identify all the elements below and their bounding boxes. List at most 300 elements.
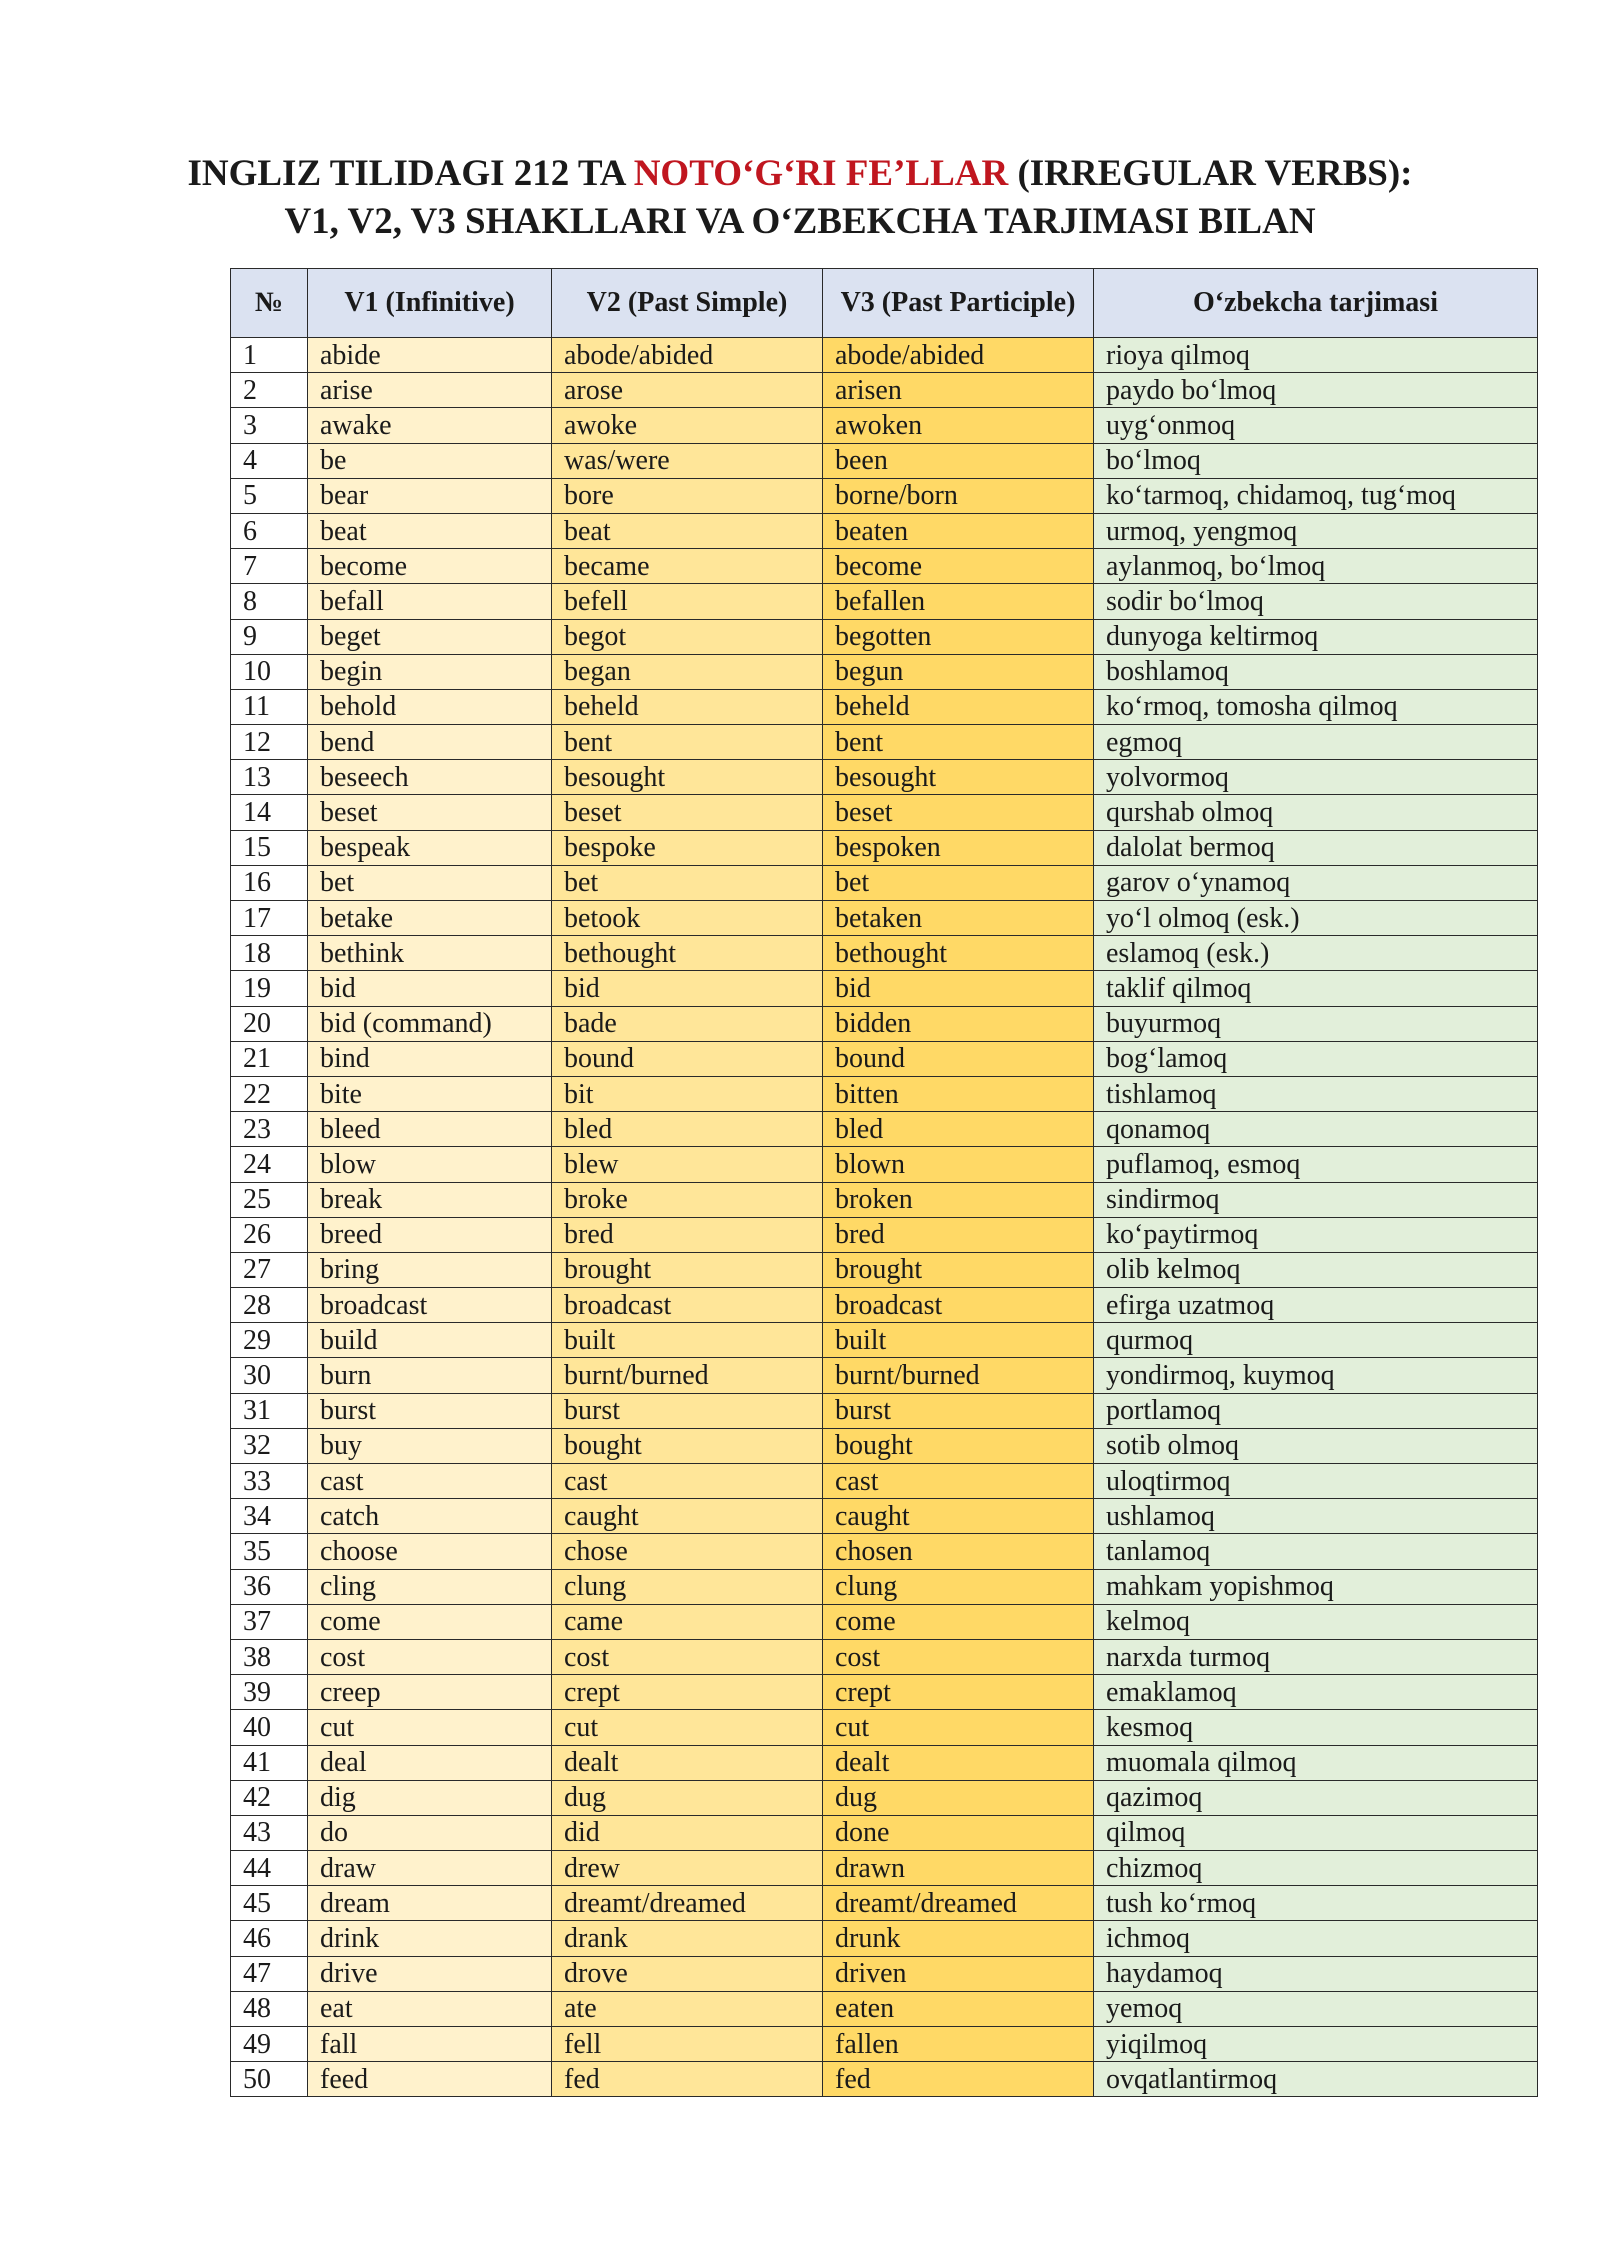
cell-v3: caught bbox=[823, 1499, 1094, 1534]
table-row bbox=[231, 936, 1538, 971]
cell-v3: borne/born bbox=[823, 478, 1094, 513]
cell-number: 4 bbox=[231, 443, 308, 478]
cell-number: 50 bbox=[231, 2062, 308, 2097]
cell-v1: dig bbox=[308, 1780, 552, 1815]
cell-v1: cut bbox=[308, 1710, 552, 1745]
cell-v2: betook bbox=[552, 901, 823, 936]
cell-v1: burn bbox=[308, 1358, 552, 1393]
cell-uzbek: efirga uzatmoq bbox=[1094, 1288, 1538, 1323]
cell-uzbek: qilmoq bbox=[1094, 1815, 1538, 1850]
cell-v1: begin bbox=[308, 654, 552, 689]
cell-uzbek: yo‘l olmoq (esk.) bbox=[1094, 901, 1538, 936]
cell-v3: burnt/burned bbox=[823, 1358, 1094, 1393]
cell-number: 30 bbox=[231, 1358, 308, 1393]
cell-number: 49 bbox=[231, 2027, 308, 2062]
cell-uzbek: yolvormoq bbox=[1094, 760, 1538, 795]
cell-number: 12 bbox=[231, 725, 308, 760]
cell-number: 34 bbox=[231, 1499, 308, 1534]
cell-uzbek: haydamoq bbox=[1094, 1956, 1538, 1991]
cell-v3: begun bbox=[823, 654, 1094, 689]
cell-v2: bit bbox=[552, 1076, 823, 1111]
cell-v3: bent bbox=[823, 725, 1094, 760]
cell-v1: beat bbox=[308, 513, 552, 548]
cell-uzbek: yondirmoq, kuymoq bbox=[1094, 1358, 1538, 1393]
cell-v1: become bbox=[308, 549, 552, 584]
table-row bbox=[231, 1780, 1538, 1815]
cell-number: 3 bbox=[231, 408, 308, 443]
cell-uzbek: eslamoq (esk.) bbox=[1094, 936, 1538, 971]
cell-uzbek: urmoq, yengmoq bbox=[1094, 513, 1538, 548]
cell-uzbek: sindirmoq bbox=[1094, 1182, 1538, 1217]
table-row bbox=[231, 1428, 1538, 1463]
cell-v2: did bbox=[552, 1815, 823, 1850]
cell-v2: came bbox=[552, 1604, 823, 1639]
cell-uzbek: tishlamoq bbox=[1094, 1076, 1538, 1111]
cell-v2: drove bbox=[552, 1956, 823, 1991]
cell-v2: blew bbox=[552, 1147, 823, 1182]
cell-uzbek: ichmoq bbox=[1094, 1921, 1538, 1956]
table-row bbox=[231, 584, 1538, 619]
cell-number: 45 bbox=[231, 1886, 308, 1921]
cell-uzbek: kelmoq bbox=[1094, 1604, 1538, 1639]
cell-number: 31 bbox=[231, 1393, 308, 1428]
cell-v3: cost bbox=[823, 1639, 1094, 1674]
cell-v3: arisen bbox=[823, 373, 1094, 408]
cell-v1: beget bbox=[308, 619, 552, 654]
cell-v1: drink bbox=[308, 1921, 552, 1956]
cell-v1: bear bbox=[308, 478, 552, 513]
cell-uzbek: buyurmoq bbox=[1094, 1006, 1538, 1041]
cell-v2: burnt/burned bbox=[552, 1358, 823, 1393]
table-row bbox=[231, 478, 1538, 513]
cell-number: 2 bbox=[231, 373, 308, 408]
table-row bbox=[231, 760, 1538, 795]
table-row bbox=[231, 725, 1538, 760]
cell-v1: blow bbox=[308, 1147, 552, 1182]
table-row bbox=[231, 1076, 1538, 1111]
table-row bbox=[231, 795, 1538, 830]
table-row bbox=[231, 1886, 1538, 1921]
cell-v3: crept bbox=[823, 1675, 1094, 1710]
table-row bbox=[231, 1147, 1538, 1182]
cell-uzbek: ko‘rmoq, tomosha qilmoq bbox=[1094, 689, 1538, 724]
cell-uzbek: qonamoq bbox=[1094, 1112, 1538, 1147]
cell-v2: bethought bbox=[552, 936, 823, 971]
cell-v3: fed bbox=[823, 2062, 1094, 2097]
title-line-1 bbox=[0, 150, 1600, 198]
table-row bbox=[231, 1745, 1538, 1780]
cell-v3: bitten bbox=[823, 1076, 1094, 1111]
cell-v1: break bbox=[308, 1182, 552, 1217]
cell-v2: became bbox=[552, 549, 823, 584]
table-row bbox=[231, 1006, 1538, 1041]
cell-v2: dreamt/dreamed bbox=[552, 1886, 823, 1921]
cell-v2: abode/abided bbox=[552, 338, 823, 373]
cell-number: 20 bbox=[231, 1006, 308, 1041]
cell-v1: bid (command) bbox=[308, 1006, 552, 1041]
cell-number: 21 bbox=[231, 1041, 308, 1076]
cell-uzbek: paydo bo‘lmoq bbox=[1094, 373, 1538, 408]
cell-v2: beset bbox=[552, 795, 823, 830]
cell-number: 10 bbox=[231, 654, 308, 689]
table-row bbox=[231, 830, 1538, 865]
cell-v3: bet bbox=[823, 865, 1094, 900]
table-row bbox=[231, 1182, 1538, 1217]
cell-v1: bind bbox=[308, 1041, 552, 1076]
cell-v3: bred bbox=[823, 1217, 1094, 1252]
cell-v3: cast bbox=[823, 1464, 1094, 1499]
cell-number: 46 bbox=[231, 1921, 308, 1956]
cell-number: 33 bbox=[231, 1464, 308, 1499]
cell-number: 19 bbox=[231, 971, 308, 1006]
cell-v3: beaten bbox=[823, 513, 1094, 548]
cell-v3: beset bbox=[823, 795, 1094, 830]
cell-v1: build bbox=[308, 1323, 552, 1358]
cell-v3: dug bbox=[823, 1780, 1094, 1815]
cell-v2: chose bbox=[552, 1534, 823, 1569]
cell-v2: broke bbox=[552, 1182, 823, 1217]
cell-uzbek: uloqtirmoq bbox=[1094, 1464, 1538, 1499]
cell-v2: awoke bbox=[552, 408, 823, 443]
table-body bbox=[231, 338, 1538, 2097]
cell-v2: bade bbox=[552, 1006, 823, 1041]
cell-v2: caught bbox=[552, 1499, 823, 1534]
cell-uzbek: tanlamoq bbox=[1094, 1534, 1538, 1569]
document-title bbox=[0, 150, 1600, 246]
cell-number: 42 bbox=[231, 1780, 308, 1815]
cell-uzbek: muomala qilmoq bbox=[1094, 1745, 1538, 1780]
cell-v3: abode/abided bbox=[823, 338, 1094, 373]
header-number: № bbox=[231, 269, 308, 338]
table-row bbox=[231, 373, 1538, 408]
cell-uzbek: ushlamoq bbox=[1094, 1499, 1538, 1534]
cell-number: 43 bbox=[231, 1815, 308, 1850]
cell-uzbek: chizmoq bbox=[1094, 1851, 1538, 1886]
cell-v3: bid bbox=[823, 971, 1094, 1006]
cell-v3: befallen bbox=[823, 584, 1094, 619]
cell-v1: broadcast bbox=[308, 1288, 552, 1323]
cell-v1: bring bbox=[308, 1252, 552, 1287]
cell-v1: cost bbox=[308, 1639, 552, 1674]
cell-v2: befell bbox=[552, 584, 823, 619]
cell-v2: begot bbox=[552, 619, 823, 654]
cell-number: 27 bbox=[231, 1252, 308, 1287]
cell-uzbek: egmoq bbox=[1094, 725, 1538, 760]
cell-number: 26 bbox=[231, 1217, 308, 1252]
table-row bbox=[231, 1815, 1538, 1850]
cell-v1: cling bbox=[308, 1569, 552, 1604]
cell-uzbek: tush ko‘rmoq bbox=[1094, 1886, 1538, 1921]
cell-v2: bred bbox=[552, 1217, 823, 1252]
cell-number: 47 bbox=[231, 1956, 308, 1991]
table-row bbox=[231, 513, 1538, 548]
cell-v2: built bbox=[552, 1323, 823, 1358]
cell-v1: bethink bbox=[308, 936, 552, 971]
cell-v1: bid bbox=[308, 971, 552, 1006]
table-row bbox=[231, 338, 1538, 373]
table-row bbox=[231, 1851, 1538, 1886]
cell-v1: behold bbox=[308, 689, 552, 724]
cell-uzbek: narxda turmoq bbox=[1094, 1639, 1538, 1674]
cell-uzbek: ovqatlantirmoq bbox=[1094, 2062, 1538, 2097]
cell-v3: brought bbox=[823, 1252, 1094, 1287]
cell-v3: awoken bbox=[823, 408, 1094, 443]
irregular-verbs-table bbox=[230, 268, 1538, 2097]
cell-v3: burst bbox=[823, 1393, 1094, 1428]
cell-v1: beseech bbox=[308, 760, 552, 795]
cell-v2: arose bbox=[552, 373, 823, 408]
cell-v1: awake bbox=[308, 408, 552, 443]
cell-v2: broadcast bbox=[552, 1288, 823, 1323]
cell-v3: been bbox=[823, 443, 1094, 478]
cell-uzbek: ko‘paytirmoq bbox=[1094, 1217, 1538, 1252]
cell-number: 17 bbox=[231, 901, 308, 936]
cell-uzbek: qurshab olmoq bbox=[1094, 795, 1538, 830]
cell-number: 29 bbox=[231, 1323, 308, 1358]
cell-v1: abide bbox=[308, 338, 552, 373]
cell-v3: dealt bbox=[823, 1745, 1094, 1780]
cell-uzbek: ko‘tarmoq, chidamoq, tug‘moq bbox=[1094, 478, 1538, 513]
cell-v3: broken bbox=[823, 1182, 1094, 1217]
cell-v3: bought bbox=[823, 1428, 1094, 1463]
cell-v1: feed bbox=[308, 2062, 552, 2097]
cell-v3: built bbox=[823, 1323, 1094, 1358]
table-row bbox=[231, 1288, 1538, 1323]
cell-v2: bid bbox=[552, 971, 823, 1006]
table-row bbox=[231, 1921, 1538, 1956]
cell-number: 6 bbox=[231, 513, 308, 548]
cell-v1: eat bbox=[308, 1991, 552, 2026]
cell-v1: burst bbox=[308, 1393, 552, 1428]
table-row bbox=[231, 1464, 1538, 1499]
table-row bbox=[231, 1252, 1538, 1287]
cell-v3: broadcast bbox=[823, 1288, 1094, 1323]
cell-v1: buy bbox=[308, 1428, 552, 1463]
cell-v3: clung bbox=[823, 1569, 1094, 1604]
table-row bbox=[231, 865, 1538, 900]
cell-v2: crept bbox=[552, 1675, 823, 1710]
cell-v2: dealt bbox=[552, 1745, 823, 1780]
cell-uzbek: dalolat bermoq bbox=[1094, 830, 1538, 865]
cell-v3: cut bbox=[823, 1710, 1094, 1745]
table-row bbox=[231, 549, 1538, 584]
cell-v3: betaken bbox=[823, 901, 1094, 936]
cell-v2: dug bbox=[552, 1780, 823, 1815]
cell-v2: bent bbox=[552, 725, 823, 760]
cell-number: 25 bbox=[231, 1182, 308, 1217]
table-header-row bbox=[231, 269, 1538, 338]
cell-uzbek: kesmoq bbox=[1094, 1710, 1538, 1745]
table-row bbox=[231, 1112, 1538, 1147]
cell-v3: come bbox=[823, 1604, 1094, 1639]
cell-uzbek: uyg‘onmoq bbox=[1094, 408, 1538, 443]
table-row bbox=[231, 901, 1538, 936]
cell-number: 14 bbox=[231, 795, 308, 830]
cell-v1: bleed bbox=[308, 1112, 552, 1147]
cell-v3: driven bbox=[823, 1956, 1094, 1991]
cell-v3: blown bbox=[823, 1147, 1094, 1182]
table-row bbox=[231, 1217, 1538, 1252]
cell-number: 35 bbox=[231, 1534, 308, 1569]
cell-number: 11 bbox=[231, 689, 308, 724]
cell-uzbek: garov o‘ynamoq bbox=[1094, 865, 1538, 900]
cell-number: 44 bbox=[231, 1851, 308, 1886]
table-row bbox=[231, 443, 1538, 478]
table-row bbox=[231, 1041, 1538, 1076]
cell-v1: arise bbox=[308, 373, 552, 408]
cell-uzbek: qazimoq bbox=[1094, 1780, 1538, 1815]
cell-v1: catch bbox=[308, 1499, 552, 1534]
cell-uzbek: emaklamoq bbox=[1094, 1675, 1538, 1710]
cell-v1: come bbox=[308, 1604, 552, 1639]
cell-uzbek: dunyoga keltirmoq bbox=[1094, 619, 1538, 654]
cell-number: 41 bbox=[231, 1745, 308, 1780]
cell-v2: ate bbox=[552, 1991, 823, 2026]
table-row bbox=[231, 1710, 1538, 1745]
cell-v2: bet bbox=[552, 865, 823, 900]
cell-uzbek: sotib olmoq bbox=[1094, 1428, 1538, 1463]
table-row bbox=[231, 689, 1538, 724]
cell-v2: clung bbox=[552, 1569, 823, 1604]
cell-v1: bet bbox=[308, 865, 552, 900]
cell-v3: bespoken bbox=[823, 830, 1094, 865]
table-row bbox=[231, 2027, 1538, 2062]
cell-v1: do bbox=[308, 1815, 552, 1850]
cell-v3: bethought bbox=[823, 936, 1094, 971]
cell-uzbek: boshlamoq bbox=[1094, 654, 1538, 689]
cell-v1: drive bbox=[308, 1956, 552, 1991]
cell-uzbek: aylanmoq, bo‘lmoq bbox=[1094, 549, 1538, 584]
cell-uzbek: puflamoq, esmoq bbox=[1094, 1147, 1538, 1182]
cell-uzbek: rioya qilmoq bbox=[1094, 338, 1538, 373]
table-row bbox=[231, 971, 1538, 1006]
header-v1: V1 (Infinitive) bbox=[308, 269, 552, 338]
table-row bbox=[231, 1534, 1538, 1569]
cell-number: 40 bbox=[231, 1710, 308, 1745]
cell-uzbek: sodir bo‘lmoq bbox=[1094, 584, 1538, 619]
cell-v3: chosen bbox=[823, 1534, 1094, 1569]
cell-number: 9 bbox=[231, 619, 308, 654]
cell-v3: drawn bbox=[823, 1851, 1094, 1886]
cell-v1: bite bbox=[308, 1076, 552, 1111]
title-line-1-end: (IRREGULAR VERBS): bbox=[1008, 153, 1413, 194]
cell-v2: cost bbox=[552, 1639, 823, 1674]
table-row bbox=[231, 654, 1538, 689]
cell-number: 18 bbox=[231, 936, 308, 971]
cell-v2: besought bbox=[552, 760, 823, 795]
cell-number: 1 bbox=[231, 338, 308, 373]
cell-uzbek: yemoq bbox=[1094, 1991, 1538, 2026]
table-row bbox=[231, 408, 1538, 443]
table-row bbox=[231, 1499, 1538, 1534]
cell-uzbek: taklif qilmoq bbox=[1094, 971, 1538, 1006]
cell-v2: beheld bbox=[552, 689, 823, 724]
cell-number: 13 bbox=[231, 760, 308, 795]
cell-v2: bled bbox=[552, 1112, 823, 1147]
cell-v1: dream bbox=[308, 1886, 552, 1921]
cell-number: 23 bbox=[231, 1112, 308, 1147]
title-accent-text: NOTO‘G‘RI FE’LLAR bbox=[633, 153, 1009, 194]
cell-v1: creep bbox=[308, 1675, 552, 1710]
table-row bbox=[231, 1569, 1538, 1604]
cell-number: 8 bbox=[231, 584, 308, 619]
cell-v2: cast bbox=[552, 1464, 823, 1499]
cell-v1: bend bbox=[308, 725, 552, 760]
cell-number: 24 bbox=[231, 1147, 308, 1182]
header-v2: V2 (Past Simple) bbox=[552, 269, 823, 338]
cell-uzbek: qurmoq bbox=[1094, 1323, 1538, 1358]
table-row bbox=[231, 1393, 1538, 1428]
cell-number: 5 bbox=[231, 478, 308, 513]
cell-v3: become bbox=[823, 549, 1094, 584]
cell-number: 16 bbox=[231, 865, 308, 900]
cell-number: 22 bbox=[231, 1076, 308, 1111]
cell-number: 32 bbox=[231, 1428, 308, 1463]
cell-v3: eaten bbox=[823, 1991, 1094, 2026]
cell-uzbek: yiqilmoq bbox=[1094, 2027, 1538, 2062]
cell-v1: deal bbox=[308, 1745, 552, 1780]
cell-v2: beat bbox=[552, 513, 823, 548]
cell-v1: draw bbox=[308, 1851, 552, 1886]
cell-v2: cut bbox=[552, 1710, 823, 1745]
cell-v3: drunk bbox=[823, 1921, 1094, 1956]
cell-v2: bespoke bbox=[552, 830, 823, 865]
cell-v1: fall bbox=[308, 2027, 552, 2062]
cell-v1: choose bbox=[308, 1534, 552, 1569]
cell-number: 28 bbox=[231, 1288, 308, 1323]
table-row bbox=[231, 619, 1538, 654]
cell-v2: was/were bbox=[552, 443, 823, 478]
cell-v3: besought bbox=[823, 760, 1094, 795]
cell-v2: fell bbox=[552, 2027, 823, 2062]
table-row bbox=[231, 1639, 1538, 1674]
cell-number: 15 bbox=[231, 830, 308, 865]
cell-v2: drank bbox=[552, 1921, 823, 1956]
title-line-2: V1, V2, V3 SHAKLLARI VA O‘ZBEKCHA TARJIMASI BILAN bbox=[284, 201, 1316, 242]
cell-v3: begotten bbox=[823, 619, 1094, 654]
table-row bbox=[231, 2062, 1538, 2097]
cell-v1: cast bbox=[308, 1464, 552, 1499]
cell-v3: bled bbox=[823, 1112, 1094, 1147]
cell-number: 36 bbox=[231, 1569, 308, 1604]
cell-uzbek: portlamoq bbox=[1094, 1393, 1538, 1428]
table-row bbox=[231, 1991, 1538, 2026]
cell-v3: done bbox=[823, 1815, 1094, 1850]
cell-number: 39 bbox=[231, 1675, 308, 1710]
table-row bbox=[231, 1604, 1538, 1639]
table-row bbox=[231, 1675, 1538, 1710]
cell-number: 37 bbox=[231, 1604, 308, 1639]
cell-number: 38 bbox=[231, 1639, 308, 1674]
cell-v1: be bbox=[308, 443, 552, 478]
table-row bbox=[231, 1956, 1538, 1991]
cell-v1: betake bbox=[308, 901, 552, 936]
cell-v2: drew bbox=[552, 1851, 823, 1886]
cell-v2: bought bbox=[552, 1428, 823, 1463]
header-uzbek: O‘zbekcha tarjimasi bbox=[1094, 269, 1538, 338]
cell-v1: beset bbox=[308, 795, 552, 830]
header-v3: V3 (Past Participle) bbox=[823, 269, 1094, 338]
cell-uzbek: bog‘lamoq bbox=[1094, 1041, 1538, 1076]
cell-v3: fallen bbox=[823, 2027, 1094, 2062]
cell-number: 7 bbox=[231, 549, 308, 584]
cell-v2: began bbox=[552, 654, 823, 689]
table-row bbox=[231, 1358, 1538, 1393]
table-row bbox=[231, 1323, 1538, 1358]
cell-v3: beheld bbox=[823, 689, 1094, 724]
cell-uzbek: olib kelmoq bbox=[1094, 1252, 1538, 1287]
cell-v2: burst bbox=[552, 1393, 823, 1428]
